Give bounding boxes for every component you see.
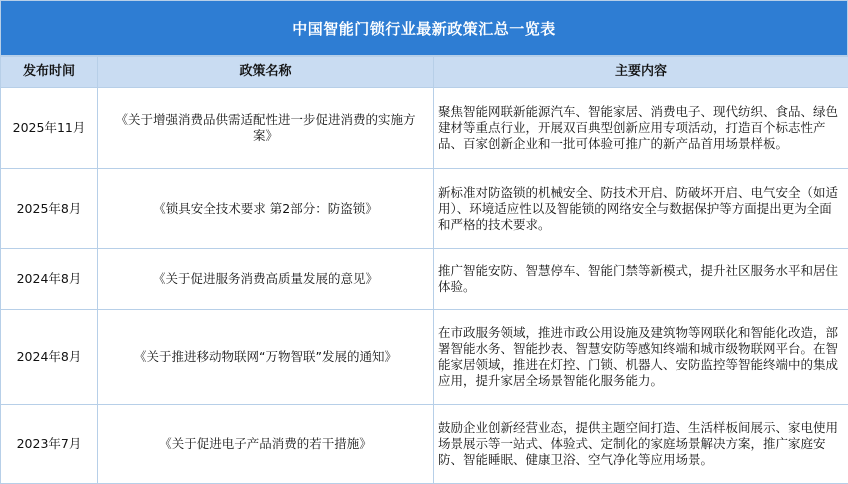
policy-content: 推广智能安防、智慧停车、智能门禁等新模式，提升社区服务水平和居住体验。 (434, 249, 848, 310)
table-row (1, 169, 848, 249)
header-row (1, 57, 848, 88)
header-content: 主要内容 (434, 57, 848, 88)
policy-name: 《关于增强消费品供需适配性进一步促进消费的实施方案》 (98, 88, 434, 169)
policy-date: 2025年11月 (1, 88, 98, 169)
header-name: 政策名称 (98, 57, 434, 88)
policy-name: 《锁具安全技术要求 第2部分：防盗锁》 (98, 169, 434, 249)
table-row (1, 310, 848, 405)
policy-date: 2024年8月 (1, 310, 98, 405)
policy-content: 在市政服务领域，推进市政公用设施及建筑物等网联化和智能化改造，部署智能水务、智能抄表、智慧安防等感知终端和城市级物联网平台。在智能家居领域，推进在灯控、门锁、机器人、安防监控等智能终端中的集成应用，提升家居全场景智能化服务能力。 (434, 310, 848, 405)
policy-table (0, 56, 848, 484)
table-row (1, 249, 848, 310)
policy-content: 聚焦智能网联新能源汽车、智能家居、消费电子、现代纺织、食品、绿色建材等重点行业，开展双百典型创新应用专项活动，打造百个标志性产品、百家创新企业和一批可体验可推广的新产品首用场景样板。 (434, 88, 848, 169)
table-row (1, 88, 848, 169)
policy-name: 《关于促进电子产品消费的若干措施》 (98, 405, 434, 484)
header-date: 发布时间 (1, 57, 98, 88)
policy-date: 2025年8月 (1, 169, 98, 249)
policy-date: 2023年7月 (1, 405, 98, 484)
policy-name: 《关于促进服务消费高质量发展的意见》 (98, 249, 434, 310)
policy-date: 2024年8月 (1, 249, 98, 310)
table-title: 中国智能门锁行业最新政策汇总一览表 (0, 0, 848, 56)
policy-content: 鼓励企业创新经营业态，提供主题空间打造、生活样板间展示、家电使用场景展示等一站式、体验式、定制化的家庭场景解决方案，推广家庭安防、智能睡眠、健康卫浴、空气净化等应用场景。 (434, 405, 848, 484)
table-row (1, 405, 848, 484)
policy-content: 新标准对防盗锁的机械安全、防技术开启、防破坏开启、电气安全（如适用）、环境适应性以及智能锁的网络安全与数据保护等方面提出更为全面和严格的技术要求。 (434, 169, 848, 249)
policy-name: 《关于推进移动物联网“万物智联”发展的通知》 (98, 310, 434, 405)
